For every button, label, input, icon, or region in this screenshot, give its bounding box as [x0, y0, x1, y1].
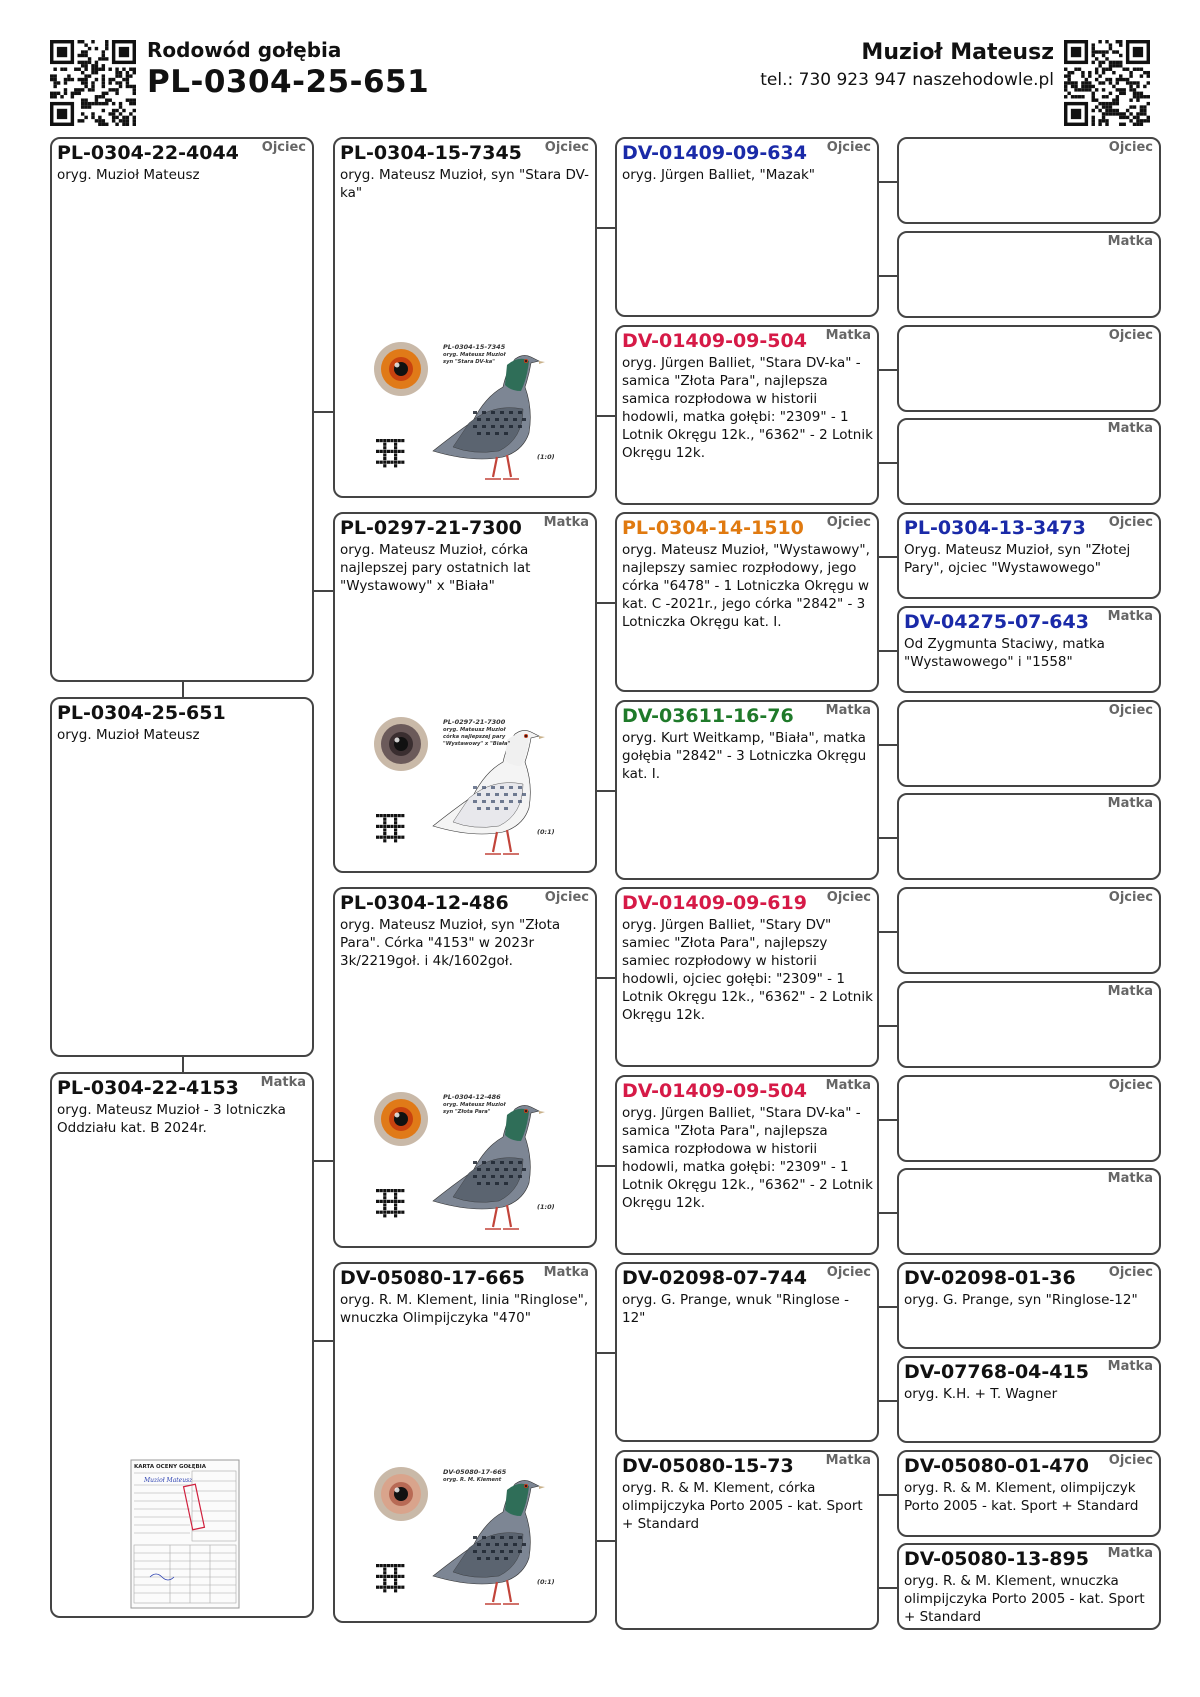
- ring-number: DV-01409-09-504: [622, 1079, 807, 1102]
- pedigree-card-great-grandparent[interactable]: [897, 1075, 1161, 1162]
- role-label: Ojciec: [1108, 1452, 1153, 1468]
- connector-line: [597, 790, 615, 792]
- connector-line: [314, 1160, 333, 1162]
- bird-description: oryg. Mateusz Muzioł, syn "Złota Para". Córka "4153" w 2023r 3k/2219goł. i 4k/1602goł.: [340, 917, 561, 969]
- bird-description: oryg. Jürgen Balliet, "Stara DV-ka" - samica "Złota Para", najlepsza samica rozpłodowa w historii hodowli, matka gołębi: "2309" - 1 Lotnik Okręgu 12k., "6362" - 2 Lotnik Okręgu 12k.: [622, 1104, 873, 1211]
- role-label: Ojciec: [1108, 1265, 1153, 1280]
- pedigree-card-great-grandparent[interactable]: [897, 606, 1161, 693]
- ring-number: PL-0297-21-7300: [340, 517, 522, 539]
- pedigree-card-grandparent[interactable]: [615, 1450, 879, 1630]
- role-label: Ojciec: [261, 140, 306, 155]
- ring-number: DV-07768-04-415: [904, 1360, 1089, 1383]
- pigeon-photo: [373, 1089, 563, 1239]
- pedigree-card-subject[interactable]: [50, 697, 314, 1057]
- role-label: Ojciec: [826, 1265, 871, 1280]
- photo-tag: (0:1): [537, 1578, 555, 1586]
- bird-description: oryg. G. Prange, wnuk "Ringlose - 12": [622, 1292, 849, 1326]
- connector-line: [597, 1540, 615, 1542]
- role-label: Ojciec: [1108, 702, 1153, 718]
- pedigree-card-great-grandparent[interactable]: [897, 1262, 1161, 1349]
- pedigree-card-parent[interactable]: [333, 887, 597, 1248]
- photo-caption: oryg. Mateusz Muzioł: [443, 1102, 506, 1108]
- pedigree-card-great-grandparent[interactable]: [897, 1450, 1161, 1537]
- photo-caption: oryg. Mateusz Muzioł: [443, 352, 506, 358]
- connector-line: [879, 181, 897, 183]
- pedigree-card-great-grandparent[interactable]: [897, 137, 1161, 224]
- owner-name: Muzioł Mateusz: [861, 40, 1054, 65]
- pedigree-card-great-grandparent[interactable]: [897, 793, 1161, 880]
- rating-card-title: KARTA OCENY GOŁĘBIA: [134, 1464, 206, 1470]
- pedigree-card-grandparent[interactable]: [615, 512, 879, 692]
- bird-description: oryg. Mateusz Muzioł - 3 lotniczka Oddziału kat. B 2024r.: [57, 1102, 286, 1136]
- bird-description: oryg. Kurt Weitkamp, "Biała", matka gołębia "2842" - 3 Lotniczka Okręgu kat. I.: [622, 729, 867, 782]
- connector-line: [879, 1587, 897, 1589]
- photo-caption: PL-0304-12-486: [443, 1093, 501, 1101]
- photo-caption: syn "Złota Para": [443, 1109, 491, 1115]
- connector-line: [314, 590, 333, 592]
- role-label: Ojciec: [1108, 515, 1153, 530]
- pedigree-card-mother[interactable]: [50, 1072, 314, 1618]
- rating-card-image: [130, 1459, 240, 1609]
- role-label: Matka: [825, 1077, 871, 1093]
- pedigree-card-great-grandparent[interactable]: [897, 700, 1161, 787]
- pedigree-card-great-grandparent[interactable]: [897, 418, 1161, 505]
- role-label: Matka: [1107, 1171, 1153, 1187]
- pedigree-card-grandparent[interactable]: [615, 137, 879, 317]
- owner-contact[interactable]: tel.: 730 923 947 naszehodowle.pl: [760, 70, 1054, 90]
- role-label: Ojciec: [544, 140, 589, 155]
- connector-line: [597, 227, 615, 229]
- ring-number: DV-01409-09-504: [622, 329, 807, 352]
- connector-line: [314, 1340, 333, 1342]
- pedigree-card-grandparent[interactable]: [615, 325, 879, 505]
- photo-caption: córka najlepszej pary: [443, 734, 506, 740]
- pedigree-card-father[interactable]: [50, 137, 314, 682]
- connector-line: [879, 1025, 897, 1027]
- bird-description: oryg. Jürgen Balliet, "Mazak": [622, 167, 816, 183]
- connector-line: [879, 1306, 897, 1308]
- connector-line: [597, 415, 615, 417]
- photo-tag: (1:0): [537, 453, 555, 461]
- role-label: Ojciec: [1108, 140, 1153, 155]
- role-label: Matka: [260, 1075, 306, 1090]
- connector-line: [597, 602, 615, 604]
- ring-number: PL-0304-13-3473: [904, 517, 1086, 539]
- photo-caption: PL-0297-21-7300: [443, 718, 506, 726]
- role-label: Matka: [1107, 796, 1153, 812]
- ring-number: PL-0304-22-4153: [57, 1077, 239, 1099]
- bird-description: Oryg. Mateusz Muzioł, syn "Złotej Pary", ojciec "Wystawowego": [904, 542, 1131, 576]
- pedigree-card-great-grandparent[interactable]: [897, 512, 1161, 599]
- photo-caption: oryg. Mateusz Muzioł: [443, 727, 506, 733]
- photo-caption: DV-05080-17-665: [443, 1468, 507, 1476]
- ring-number: DV-05080-13-895: [904, 1548, 1089, 1571]
- qr-code-icon: [1064, 40, 1150, 126]
- ring-number: DV-05080-01-470: [904, 1454, 1089, 1477]
- photo-tag: (0:1): [537, 828, 555, 836]
- pedigree-card-great-grandparent[interactable]: [897, 981, 1161, 1068]
- bird-description: Od Zygmunta Staciwy, matka "Wystawowego" i "1558": [904, 635, 1105, 670]
- qr-code-icon: [50, 40, 136, 126]
- photo-caption: syn "Stara DV-ka": [443, 359, 496, 365]
- ring-number: DV-04275-07-643: [904, 610, 1089, 633]
- bird-description: oryg. Muzioł Mateusz: [57, 167, 200, 183]
- role-label: Ojciec: [544, 890, 589, 905]
- photo-tag: (1:0): [537, 1203, 555, 1211]
- pedigree-card-parent[interactable]: [333, 137, 597, 498]
- rating-card-subtitle: Muzioł Mateusz: [144, 1477, 193, 1484]
- role-label: Ojciec: [1108, 890, 1153, 905]
- connector-line: [597, 1352, 615, 1354]
- ring-number: DV-05080-17-665: [340, 1267, 525, 1289]
- ring-number: PL-0304-22-4044: [57, 142, 239, 164]
- role-label: Matka: [1107, 233, 1153, 249]
- ring-number: DV-01409-09-634: [622, 142, 807, 164]
- connector-line: [879, 837, 897, 839]
- bird-description: oryg. Mateusz Muzioł, córka najlepszej pary ostatnich lat "Wystawowy" x "Biała": [340, 542, 531, 594]
- role-label: Matka: [1107, 1546, 1153, 1562]
- connector-line: [879, 744, 897, 746]
- ring-number: PL-0304-14-1510: [622, 517, 804, 539]
- role-label: Matka: [543, 515, 589, 530]
- bird-description: oryg. Jürgen Balliet, "Stary DV" samiec "Złota Para", najlepszy samiec rozpłodowy w historii hodowli, ojciec gołębi: "2309" - 1 Lotnik Okręgu 12k., "6362" - 2 Lotnik Okręgu 12k.: [622, 917, 873, 1023]
- connector-line: [879, 462, 897, 464]
- connector-line: [879, 1212, 897, 1214]
- photo-caption: "Wystawowy" x "Biała": [443, 741, 511, 747]
- ring-number: DV-05080-15-73: [622, 1454, 794, 1477]
- connector-line: [597, 977, 615, 979]
- connector-line: [182, 1057, 184, 1072]
- role-label: Ojciec: [826, 515, 871, 530]
- ring-number: DV-02098-01-36: [904, 1267, 1076, 1289]
- connector-line: [314, 411, 333, 413]
- pedigree-card-great-grandparent[interactable]: [897, 1543, 1161, 1630]
- bird-description: oryg. R. M. Klement, linia "Ringlose", wnuczka Olimpijczyka "470": [340, 1292, 589, 1326]
- role-label: Matka: [1107, 1358, 1153, 1374]
- bird-description: oryg. R. & M. Klement, olimpijczyk Porto 2005 - kat. Sport + Standard: [904, 1479, 1139, 1514]
- pedigree-card-great-grandparent[interactable]: [897, 231, 1161, 318]
- connector-line: [597, 1165, 615, 1167]
- role-label: Matka: [543, 1265, 589, 1280]
- ring-number: DV-01409-09-619: [622, 892, 807, 914]
- pedigree-card-great-grandparent[interactable]: [897, 1356, 1161, 1443]
- bird-description: oryg. Jürgen Balliet, "Stara DV-ka" - samica "Złota Para", najlepsza samica rozpłodowa w historii hodowli, matka gołębi: "2309" - 1 Lotnik Okręgu 12k., "6362" - 2 Lotnik Okręgu 12k.: [622, 354, 873, 461]
- bird-description: oryg. R. & M. Klement, wnuczka olimpijczyka Porto 2005 - kat. Sport + Standard: [904, 1573, 1145, 1626]
- ring-number: DV-02098-07-744: [622, 1267, 807, 1289]
- connector-line: [879, 556, 897, 558]
- pedigree-card-grandparent[interactable]: [615, 1075, 879, 1255]
- ring-number: PL-0304-15-7345: [340, 142, 522, 164]
- role-label: Matka: [825, 327, 871, 343]
- pigeon-photo: [373, 339, 563, 489]
- role-label: Ojciec: [1108, 1077, 1153, 1093]
- ring-number: PL-0304-12-486: [340, 892, 509, 914]
- pedigree-card-grandparent[interactable]: [615, 887, 879, 1067]
- role-label: Matka: [1107, 983, 1153, 999]
- pedigree-card-parent[interactable]: [333, 1262, 597, 1623]
- bird-description: oryg. K.H. + T. Wagner: [904, 1385, 1058, 1402]
- connector-line: [182, 682, 184, 697]
- pigeon-photo: [373, 1464, 563, 1614]
- pedigree-card-grandparent[interactable]: [615, 700, 879, 880]
- bird-description: oryg. Mateusz Muzioł, syn "Stara DV-ka": [340, 167, 589, 201]
- ring-number: PL-0304-25-651: [57, 702, 226, 724]
- connector-line: [879, 931, 897, 933]
- document-title: Rodowód gołębia: [147, 38, 342, 62]
- pedigree-card-great-grandparent[interactable]: [897, 1168, 1161, 1255]
- connector-line: [879, 1400, 897, 1402]
- role-label: Ojciec: [826, 140, 871, 155]
- role-label: Matka: [1107, 421, 1153, 437]
- connector-line: [879, 275, 897, 277]
- pedigree-card-grandparent[interactable]: [615, 1262, 879, 1442]
- role-label: Ojciec: [1108, 327, 1153, 343]
- ring-number: DV-03611-16-76: [622, 704, 794, 727]
- role-label: Ojciec: [826, 890, 871, 905]
- role-label: Matka: [825, 1452, 871, 1468]
- connector-line: [879, 1494, 897, 1496]
- connector-line: [879, 1119, 897, 1121]
- pigeon-photo: [373, 714, 563, 864]
- role-label: Matka: [1107, 608, 1153, 624]
- bird-description: oryg. R. & M. Klement, córka olimpijczyka Porto 2005 - kat. Sport + Standard: [622, 1479, 863, 1532]
- bird-description: oryg. Muzioł Mateusz: [57, 727, 200, 743]
- photo-caption: oryg. R. M. Klement: [443, 1477, 502, 1483]
- connector-line: [879, 650, 897, 652]
- connector-line: [879, 369, 897, 371]
- pedigree-card-parent[interactable]: [333, 512, 597, 873]
- bird-description: oryg. Mateusz Muzioł, "Wystawowy", najlepszy samiec rozpłodowy, jego córka "6478" - 1 Lotniczka Okręgu w kat. C -2021r., jego córka "2842" - 3 Lotniczka Okręgu kat. I.: [622, 542, 870, 630]
- subject-ring-number: PL-0304-25-651: [147, 64, 430, 100]
- bird-description: oryg. G. Prange, syn "Ringlose-12": [904, 1292, 1138, 1308]
- pedigree-card-great-grandparent[interactable]: [897, 325, 1161, 412]
- photo-caption: PL-0304-15-7345: [443, 343, 506, 351]
- role-label: Matka: [825, 702, 871, 718]
- pedigree-card-great-grandparent[interactable]: [897, 887, 1161, 974]
